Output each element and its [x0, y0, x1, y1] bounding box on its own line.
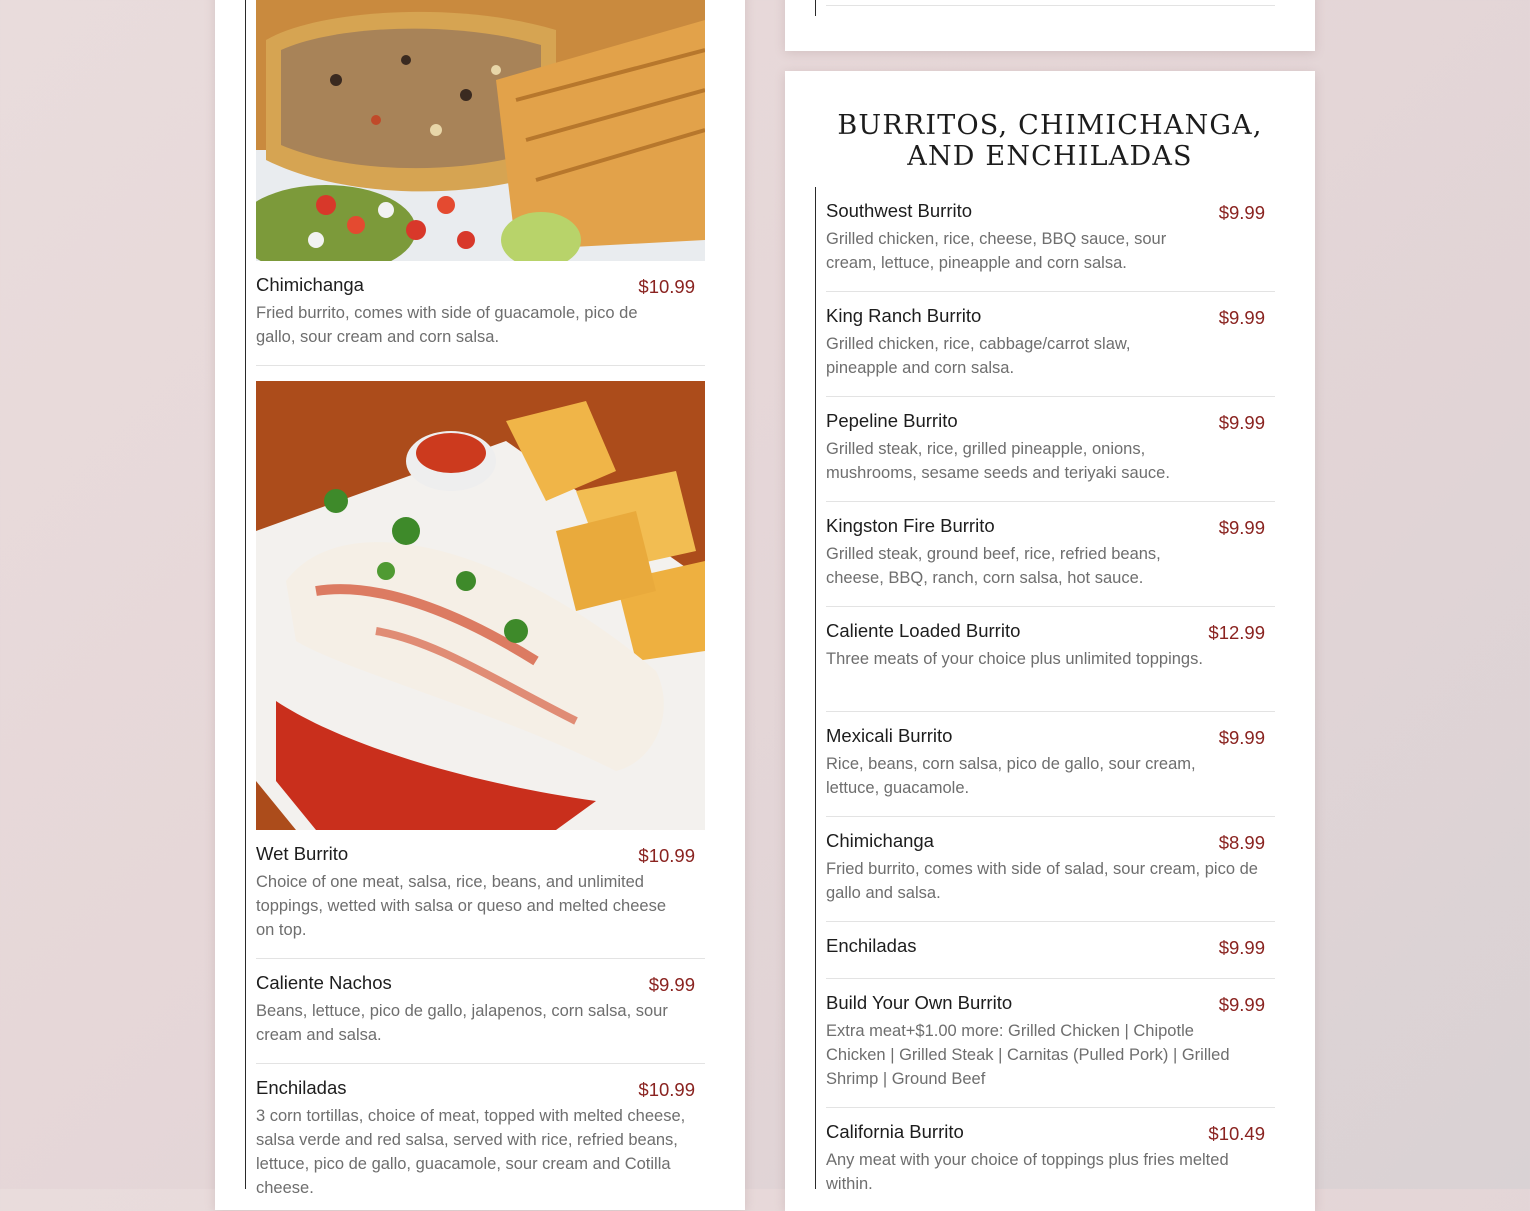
item-price: $9.99: [1218, 307, 1265, 328]
item-description: 3 corn tortillas, choice of meat, topped with melted cheese, salsa verde and red salsa, served with rice, refried beans, lettuce, pico de gallo, guacamole, sour cream and Cotilla cheese.: [256, 1107, 686, 1197]
item-description: Beans, lettuce, pico de gallo, jalapenos, corn salsa, sour cream and salsa.: [256, 1002, 668, 1044]
item-name: Wet Burrito: [256, 843, 349, 864]
item-description: Extra meat+$1.00 more: Grilled Chicken | Chipotle Chicken | Grilled Steak | Carnitas (Pulled Pork) | Grilled Shrimp | Ground Beef: [826, 1022, 1230, 1088]
item-name: King Ranch Burrito: [826, 305, 982, 326]
item-name: Enchiladas: [256, 1077, 347, 1098]
divider: [826, 396, 1275, 397]
divider: [826, 291, 1275, 292]
item-name: California Burrito: [826, 1121, 964, 1142]
item-description: Three meats of your choice plus unlimited toppings.: [826, 650, 1203, 668]
item-description: Grilled chicken, rice, cabbage/carrot slaw, pineapple and corn salsa.: [826, 335, 1131, 377]
left-column-rule: [245, 0, 246, 1189]
item-name: Chimichanga: [826, 830, 934, 851]
divider: [826, 501, 1275, 502]
item-description: Grilled steak, ground beef, rice, refried beans, cheese, BBQ, ranch, corn salsa, hot sauce.: [826, 545, 1161, 587]
item-price: $9.99: [1218, 727, 1265, 748]
divider: [826, 5, 1275, 6]
section-title: [785, 110, 1315, 172]
item-price: $10.99: [638, 845, 695, 866]
item-name: Enchiladas: [826, 935, 917, 956]
item-name: Mexicali Burrito: [826, 725, 953, 746]
item-description: Grilled steak, rice, grilled pineapple, onions, mushrooms, sesame seeds and teriyaki sauce.: [826, 440, 1170, 482]
divider: [256, 1063, 705, 1064]
chimichanga-photo: [256, 0, 705, 261]
item-price: $9.99: [648, 974, 695, 995]
divider: [826, 606, 1275, 607]
divider: [826, 1107, 1275, 1108]
previous-card-rule: [815, 0, 816, 16]
item-description: Grilled chicken, rice, cheese, BBQ sauce, sour cream, lettuce, pineapple and corn salsa.: [826, 230, 1167, 272]
section-title-line: BURRITOS, CHIMICHANGA,: [837, 110, 1263, 141]
item-description: Fried burrito, comes with side of guacamole, pico de gallo, sour cream and corn salsa.: [256, 304, 638, 346]
divider: [256, 958, 705, 959]
wet-burrito-photo: [256, 381, 705, 830]
divider: [826, 816, 1275, 817]
item-price: $9.99: [1218, 937, 1265, 958]
divider: [256, 365, 705, 366]
item-description: Any meat with your choice of toppings plus fries melted within.: [826, 1151, 1229, 1193]
item-name: Pepeline Burrito: [826, 410, 958, 431]
item-price: $10.99: [638, 276, 695, 297]
item-description: Rice, beans, corn salsa, pico de gallo, sour cream, lettuce, guacamole.: [826, 755, 1196, 797]
item-price: $9.99: [1218, 412, 1265, 433]
divider: [826, 921, 1275, 922]
item-description: Choice of one meat, salsa, rice, beans, and unlimited toppings, wetted with salsa or queso and melted cheese on top.: [256, 873, 667, 939]
item-price: $12.99: [1208, 622, 1265, 643]
item-price: $9.99: [1218, 517, 1265, 538]
item-name: Caliente Loaded Burrito: [826, 620, 1021, 641]
item-price: $10.49: [1208, 1123, 1265, 1144]
item-price: $10.99: [638, 1079, 695, 1100]
item-name: Southwest Burrito: [826, 200, 973, 221]
section-title-line: AND ENCHILADAS: [907, 141, 1193, 172]
item-name: Build Your Own Burrito: [826, 992, 1013, 1013]
item-price: $9.99: [1218, 994, 1265, 1015]
item-name: Caliente Nachos: [256, 972, 392, 993]
item-price: $9.99: [1218, 202, 1265, 223]
previous-menu-card: [785, 0, 1315, 51]
divider: [826, 711, 1275, 712]
item-name: Chimichanga: [256, 274, 364, 295]
item-price: $8.99: [1218, 832, 1265, 853]
item-name: Kingston Fire Burrito: [826, 515, 995, 536]
divider: [826, 978, 1275, 979]
right-column-rule: [815, 187, 816, 1189]
item-description: Fried burrito, comes with side of salad, sour cream, pico de gallo and salsa.: [826, 860, 1258, 902]
